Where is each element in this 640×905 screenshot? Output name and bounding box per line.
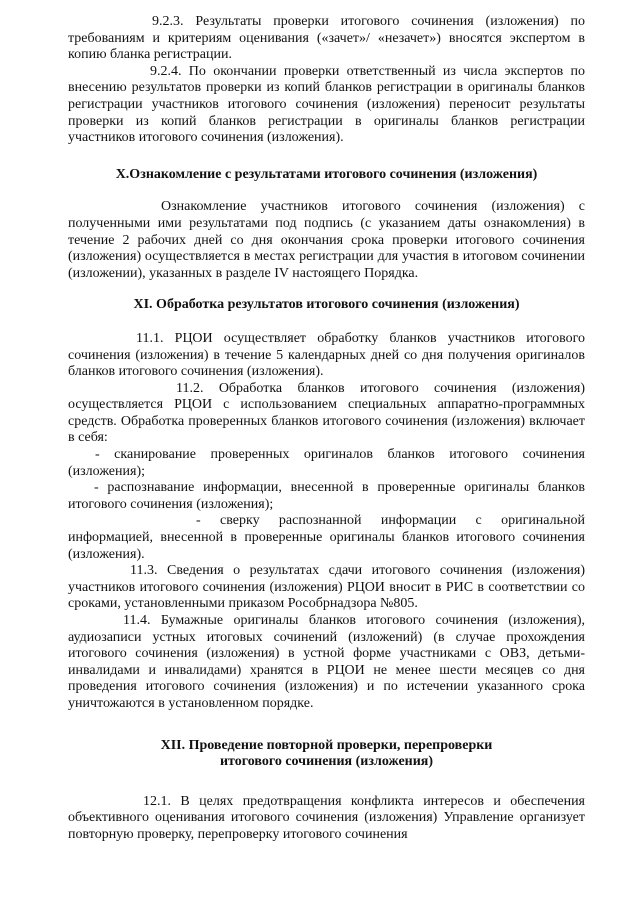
section-12-heading [68, 738, 585, 771]
paragraph-11-2: 11.2. Обработка бланков итогового сочинения (изложения) осуществляется РЦОИ с использованием специальных аппаратно-программных средств. Обработка проверенных бланков итогового сочинения (изложения) включает в себя: [68, 380, 585, 446]
paragraph-10: Ознакомление участников итогового сочинения (изложения) с полученными ими результатами под подпись (с указанием даты ознакомления) в течение 2 рабочих дней со дня окончания срока проверки итогового сочинения (изложения) осуществляется в местах регистрации для участия в итоговом сочинении (изложении), указанных в разделе IV настоящего Порядка. [68, 199, 585, 281]
list-item-scanning: - сканирование проверенных оригиналов бланков итогового сочинения (изложения); [68, 447, 585, 479]
paragraph-11-3: 11.3. Сведения о результатах сдачи итогового сочинения (изложения) участников итогового сочинения (изложения) РЦОИ вносит в РИС в соответствии со сроками, установленными приказом Рособрнадзора №805. [68, 563, 585, 612]
list-item-recognition: - распознавание информации, внесенной в проверенные оригиналы бланков итогового сочинения (изложения); [68, 480, 585, 512]
paragraph-9-2-4: 9.2.4. По окончании проверки ответственный из числа экспертов по внесению результатов проверки из копий бланков регистрации в оригиналы бланков регистрации участников итогового сочинения (изложения) переносит результаты проверки из копий бланков регистрации в оригиналы бланков регистрации участников итогового сочинения (изложения). [68, 63, 585, 146]
section-12-heading-line2: итогового сочинения (изложения) [219, 754, 434, 770]
paragraph-9-2-3: 9.2.3. Результаты проверки итогового сочинения (изложения) по требованиям и критериям оценивания («зачет»/ «незачет») вносятся экспертом в копию бланка регистрации. [68, 14, 585, 63]
paragraph-11-1: 11.1. РЦОИ осуществляет обработку бланков участников итогового сочинения (изложения) в течение 5 календарных дней со дня получения оригиналов бланков итогового сочинения (изложения). [68, 330, 585, 380]
section-12-heading-line1: XII. Проведение повторной проверки, перепроверки [160, 737, 493, 753]
section-11-heading: XI. Обработка результатов итогового сочинения (изложения) [133, 297, 520, 313]
section-10-heading: X.Ознакомление с результатами итогового сочинения (изложения) [115, 166, 538, 182]
paragraph-11-4: 11.4. Бумажные оригиналы бланков итогового сочинения (изложения), аудиозаписи устных итоговых сочинений (изложений) (в случае прохождения итогового сочинения (изложения) в устной форме участниками с ОВЗ, детьми-инвалидами и инвалидами) хранятся в РЦОИ не менее шести месяцев со дня проведения итогового сочинения (изложения) и по истечении указанного срока уничтожаются в установленном порядке. [68, 613, 585, 711]
list-item-verification: - сверку распознанной информации с оригинальной информацией, внесенной в проверенные оригиналы бланков итогового сочинения (изложения). [68, 513, 585, 562]
paragraph-12-1: 12.1. В целях предотвращения конфликта интересов и обеспечения объективного оценивания итогового сочинения (изложения) Управление организует повторную проверку, перепроверку итогового сочинения [68, 793, 585, 842]
document-page [68, 14, 585, 844]
